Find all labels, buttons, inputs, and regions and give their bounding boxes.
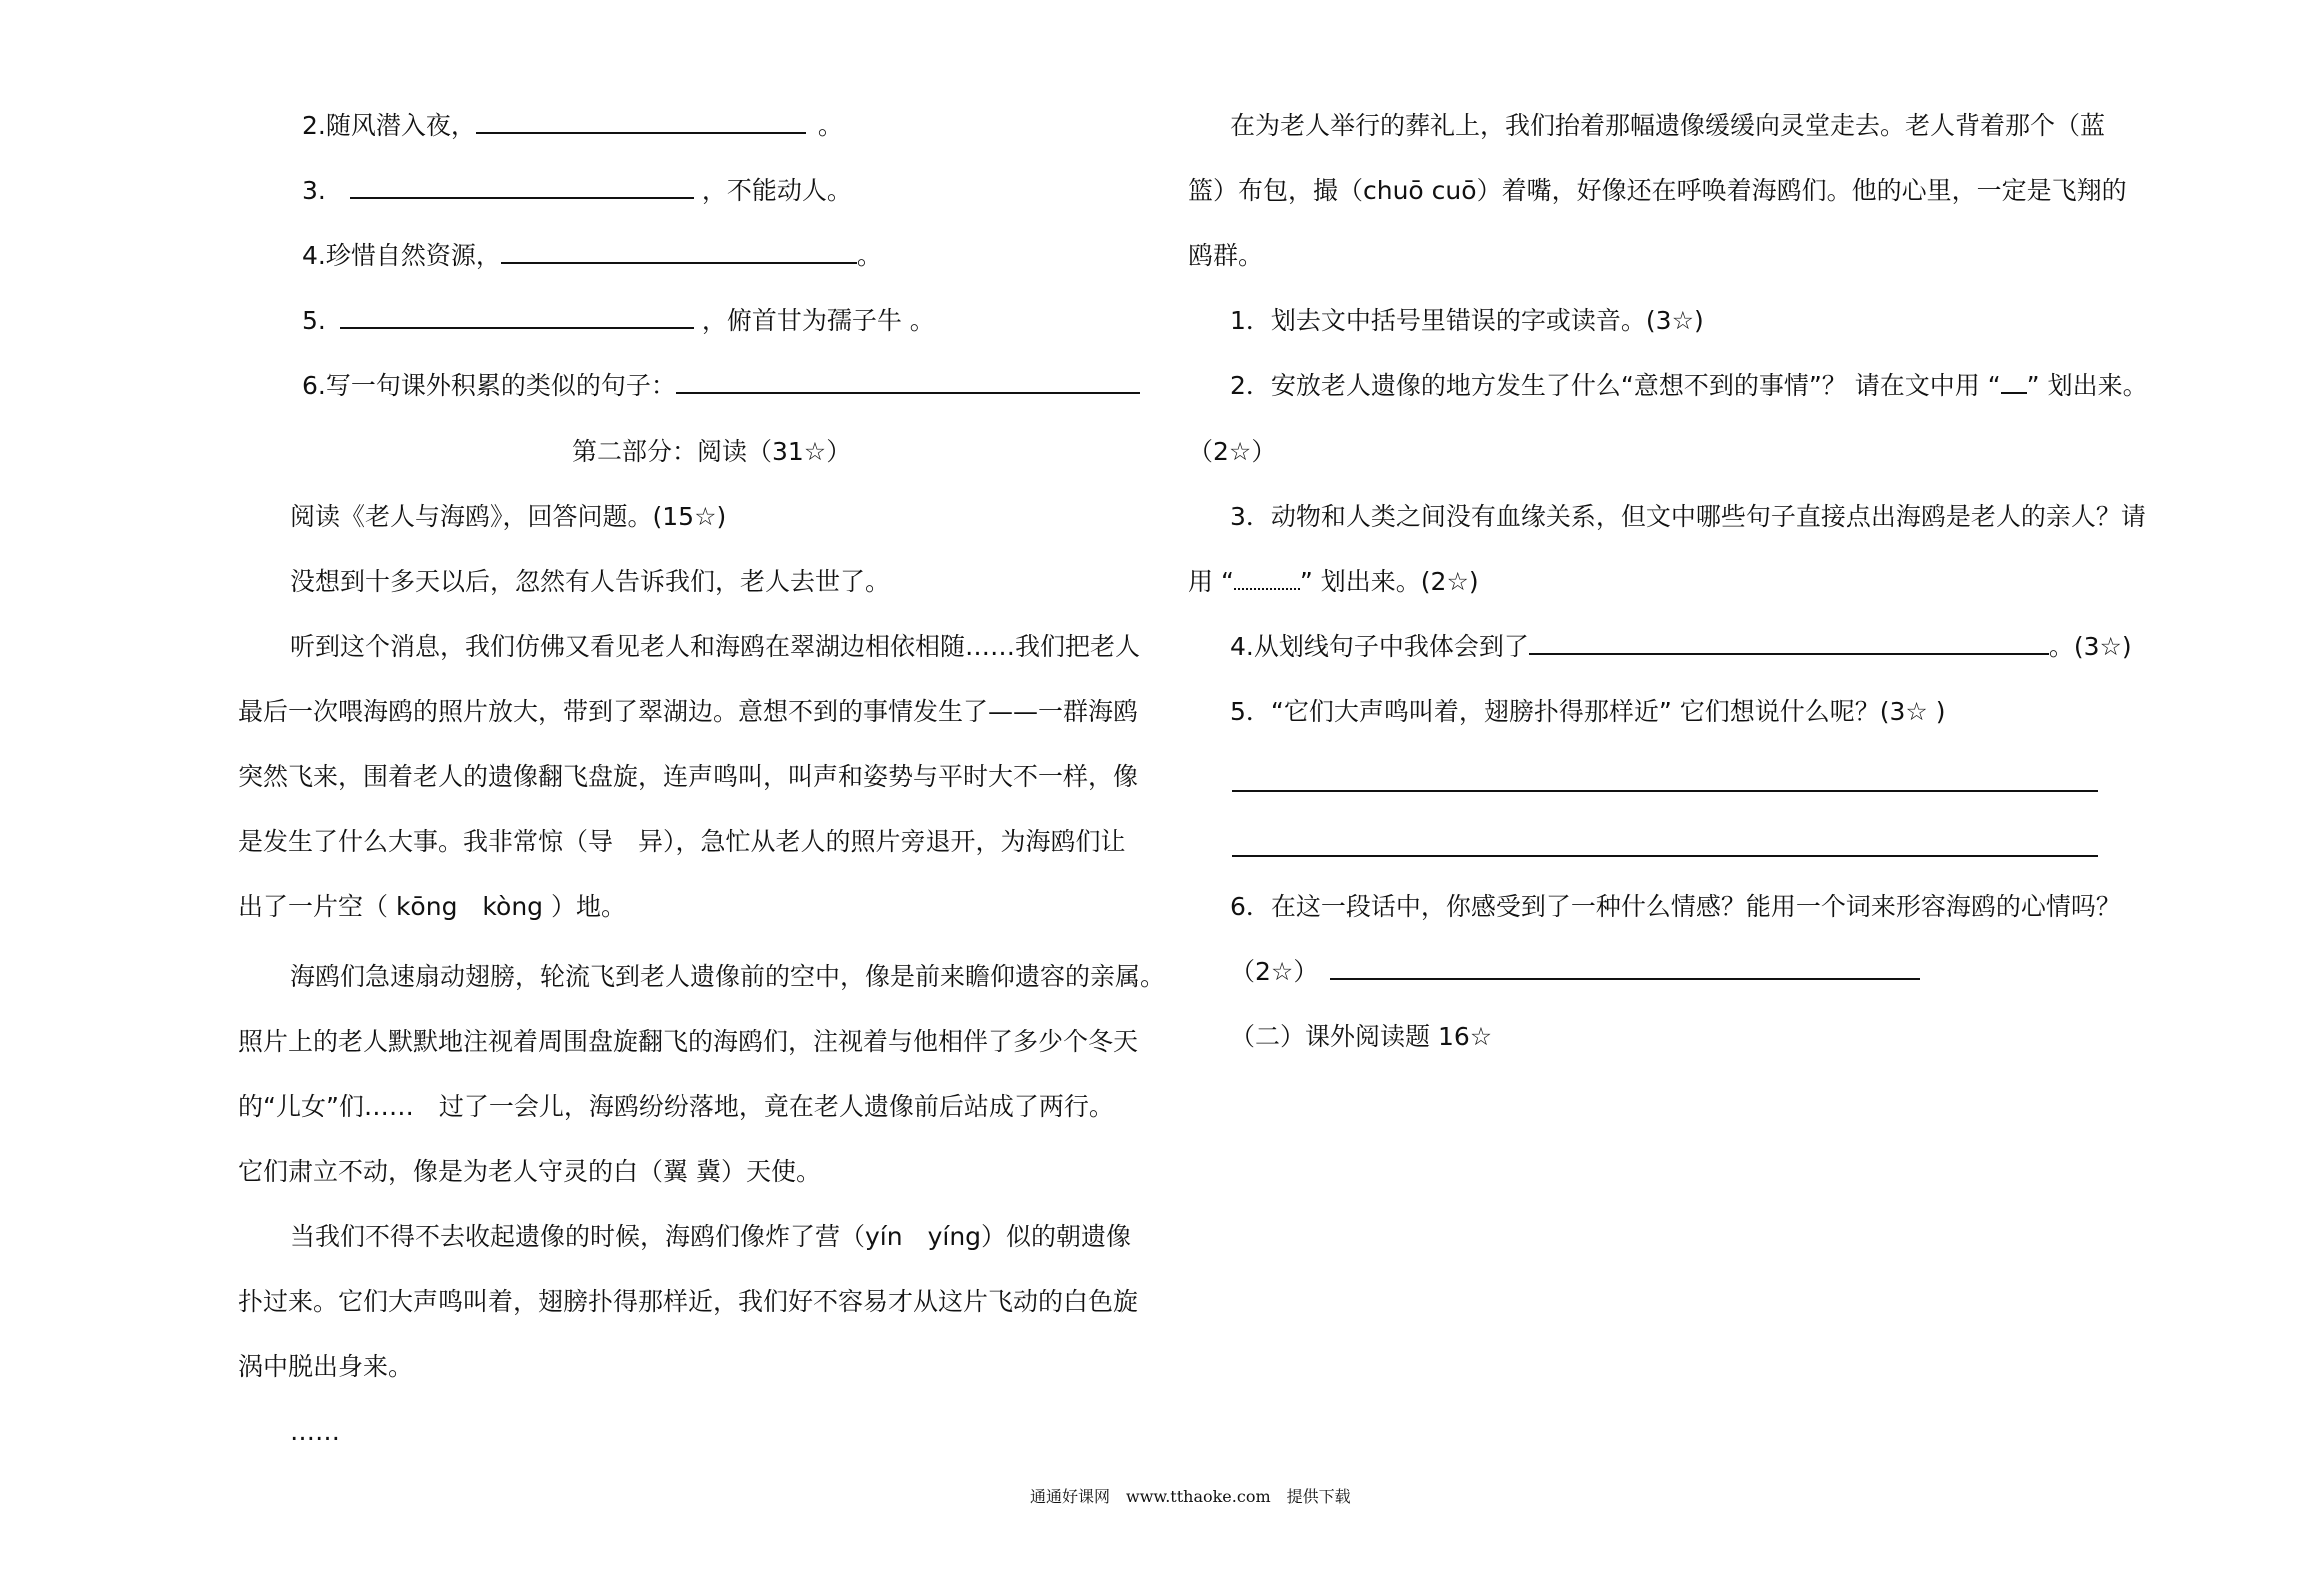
reading-question-2-points: （2☆） bbox=[1188, 437, 1277, 466]
paragraph-2-line-4: 是发生了什么大事。我非常惊（导 异），急忙从老人的照片旁退开，为海鸥们让 bbox=[238, 827, 1126, 856]
question-4-text: 4.珍惜自然资源， bbox=[302, 241, 501, 270]
answer-blank[interactable] bbox=[501, 240, 857, 264]
reading-question-6-line-1: 6．在这一段话中，你感受到了一种什么情感？能用一个词来形容海鸥的心情吗？ bbox=[1230, 892, 2121, 921]
reading-question-6-line-2 bbox=[1230, 956, 1920, 988]
reading-question-3-line-1: 3．动物和人类之间没有血缘关系，但文中哪些句子直接点出海鸥是老人的亲人？请 bbox=[1230, 502, 2146, 531]
footer-source: 通通好课网 www.tthaoke.com 提供下载 bbox=[1030, 1487, 1351, 1506]
question-6-text: 6.写一句课外积累的类似的句子： bbox=[302, 371, 676, 400]
reading-question-2 bbox=[1230, 370, 2148, 402]
answer-blank[interactable] bbox=[676, 370, 1140, 394]
question-2-text: 2.随风潜入夜， bbox=[302, 111, 476, 140]
paragraph-3-line-1: 海鸥们急速扇动翅膀，轮流飞到老人遗像前的空中，像是前来瞻仰遗容的亲属。 bbox=[290, 962, 1166, 991]
answer-blank[interactable] bbox=[476, 110, 806, 134]
paragraph-3-line-2: 照片上的老人默默地注视着周围盘旋翻飞的海鸥们，注视着与他相伴了多少个冬天 bbox=[238, 1027, 1139, 1056]
ellipsis: …… bbox=[290, 1417, 340, 1446]
answer-line-1[interactable] bbox=[1232, 790, 2098, 792]
paragraph-2-line-1: 听到这个消息，我们仿佛又看见老人和海鸥在翠湖边相依相随……我们把老人 bbox=[290, 632, 1141, 661]
underline-sample bbox=[2001, 370, 2027, 394]
paragraph-5-line-3: 鸥群。 bbox=[1188, 241, 1264, 270]
wavy-underline-sample bbox=[1234, 566, 1300, 590]
paragraph-1: 没想到十多天以后，忽然有人告诉我们，老人去世了。 bbox=[290, 567, 891, 596]
question-2 bbox=[302, 110, 843, 142]
question-5 bbox=[302, 305, 935, 337]
reading-question-3-suffix: ” 划出来。(2☆) bbox=[1299, 567, 1479, 596]
reading-question-2-text: 2．安放老人遗像的地方发生了什么“意想不到的事情”？ 请在文中用 “ bbox=[1230, 371, 2001, 400]
reading-intro: 阅读《老人与海鸥》，回答问题。(15☆) bbox=[290, 502, 727, 531]
reading-question-3-line-2 bbox=[1188, 566, 1479, 598]
paragraph-5-line-1: 在为老人举行的葬礼上，我们抬着那幅遗像缓缓向灵堂走去。老人背着那个（蓝 bbox=[1230, 111, 2106, 140]
question-4-suffix: 。 bbox=[856, 241, 882, 270]
paragraph-4-line-1: 当我们不得不去收起遗像的时候，海鸥们像炸了营（yín yíng）似的朝遗像 bbox=[290, 1222, 1132, 1251]
section-extracurricular-reading: （二）课外阅读题 16☆ bbox=[1230, 1022, 1493, 1051]
question-5-suffix: ，俯首甘为孺子牛 。 bbox=[701, 306, 935, 335]
reading-question-4 bbox=[1230, 631, 2132, 663]
answer-line-2[interactable] bbox=[1232, 855, 2098, 857]
question-4 bbox=[302, 240, 882, 272]
answer-blank[interactable] bbox=[350, 175, 694, 199]
paragraph-5-line-2: 篮）布包，撮（chuō cuō）着嘴，好像还在呼唤着海鸥们。他的心里，一定是飞翔的 bbox=[1188, 176, 2127, 205]
reading-question-5: 5．“它们大声鸣叫着，翅膀扑得那样近” 它们想说什么呢？(3☆ ) bbox=[1230, 697, 1946, 726]
question-3 bbox=[302, 175, 852, 207]
question-5-text: 5. bbox=[302, 306, 326, 335]
paragraph-2-line-3: 突然飞来，围着老人的遗像翻飞盘旋，连声鸣叫，叫声和姿势与平时大不一样，像 bbox=[238, 762, 1139, 791]
question-6 bbox=[302, 370, 1140, 402]
paragraph-3-line-4: 它们肃立不动，像是为老人守灵的白（翼 冀）天使。 bbox=[238, 1157, 821, 1186]
answer-blank[interactable] bbox=[340, 305, 694, 329]
section-title: 第二部分：阅读（31☆） bbox=[572, 437, 852, 466]
question-2-suffix: 。 bbox=[817, 111, 843, 140]
reading-question-3-text: 用 “ bbox=[1188, 567, 1234, 596]
reading-question-4-suffix: 。(3☆) bbox=[2048, 632, 2132, 661]
reading-question-2-suffix: ” 划出来。 bbox=[2026, 371, 2148, 400]
question-3-text: 3. bbox=[302, 176, 326, 205]
question-3-suffix: ，不能动人。 bbox=[701, 176, 852, 205]
paragraph-3-line-3: 的“儿女”们…… 过了一会儿，海鸥纷纷落地，竟在老人遗像前后站成了两行。 bbox=[238, 1092, 1114, 1121]
paragraph-4-line-3: 涡中脱出身来。 bbox=[238, 1352, 414, 1381]
paragraph-2-line-5: 出了一片空（ kōng kòng ）地。 bbox=[238, 892, 626, 921]
answer-blank[interactable] bbox=[1330, 956, 1920, 980]
paragraph-4-line-2: 扑过来。它们大声鸣叫着，翅膀扑得那样近，我们好不容易才从这片飞动的白色旋 bbox=[238, 1287, 1139, 1316]
reading-question-6-points: （2☆） bbox=[1230, 957, 1319, 986]
reading-question-4-text: 4.从划线句子中我体会到了 bbox=[1230, 632, 1529, 661]
answer-blank[interactable] bbox=[1529, 631, 2049, 655]
reading-question-1: 1．划去文中括号里错误的字或读音。(3☆) bbox=[1230, 306, 1704, 335]
paragraph-2-line-2: 最后一次喂海鸥的照片放大，带到了翠湖边。意想不到的事情发生了——一群海鸥 bbox=[238, 697, 1139, 726]
